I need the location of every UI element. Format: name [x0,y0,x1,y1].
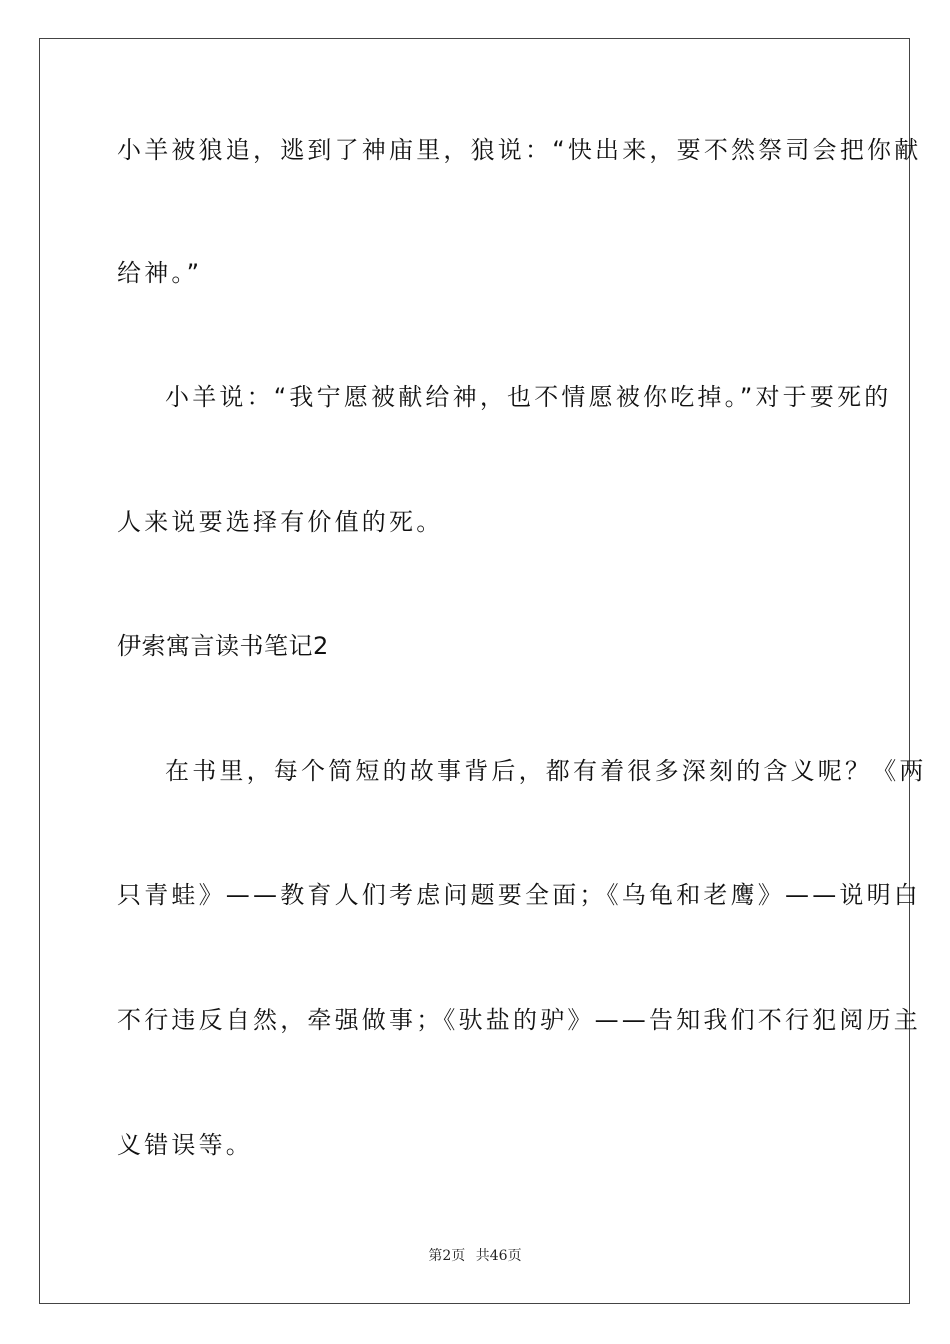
paragraph-line: 不行违反自然，牵强做事；《驮盐的驴》——告知我们不行犯阅历主 [117,1006,921,1034]
paragraph-line: 小羊说：“我宁愿被献给神，也不情愿被你吃掉。”对于要死的 [165,383,892,411]
page-number: 第2页 [428,1248,466,1264]
paragraph-line: 给神。” [117,259,203,287]
paragraph-line: 只青蛙》——教育人们考虑问题要全面；《乌龟和老鹰》——说明白 [117,881,921,909]
page-border [39,38,910,1304]
section-title: 伊索寓言读书笔记2 [117,632,329,660]
paragraph-line: 义错误等。 [117,1131,253,1159]
paragraph-line: 人来说要选择有价值的死。 [117,508,444,536]
page-total: 共46页 [475,1248,522,1264]
page-footer [0,1246,950,1266]
paragraph-line: 在书里，每个简短的故事背后，都有着很多深刻的含义呢？《两 [165,757,927,785]
paragraph-line: 小羊被狼追，逃到了神庙里，狼说：“快出来，要不然祭司会把你献 [117,136,922,164]
